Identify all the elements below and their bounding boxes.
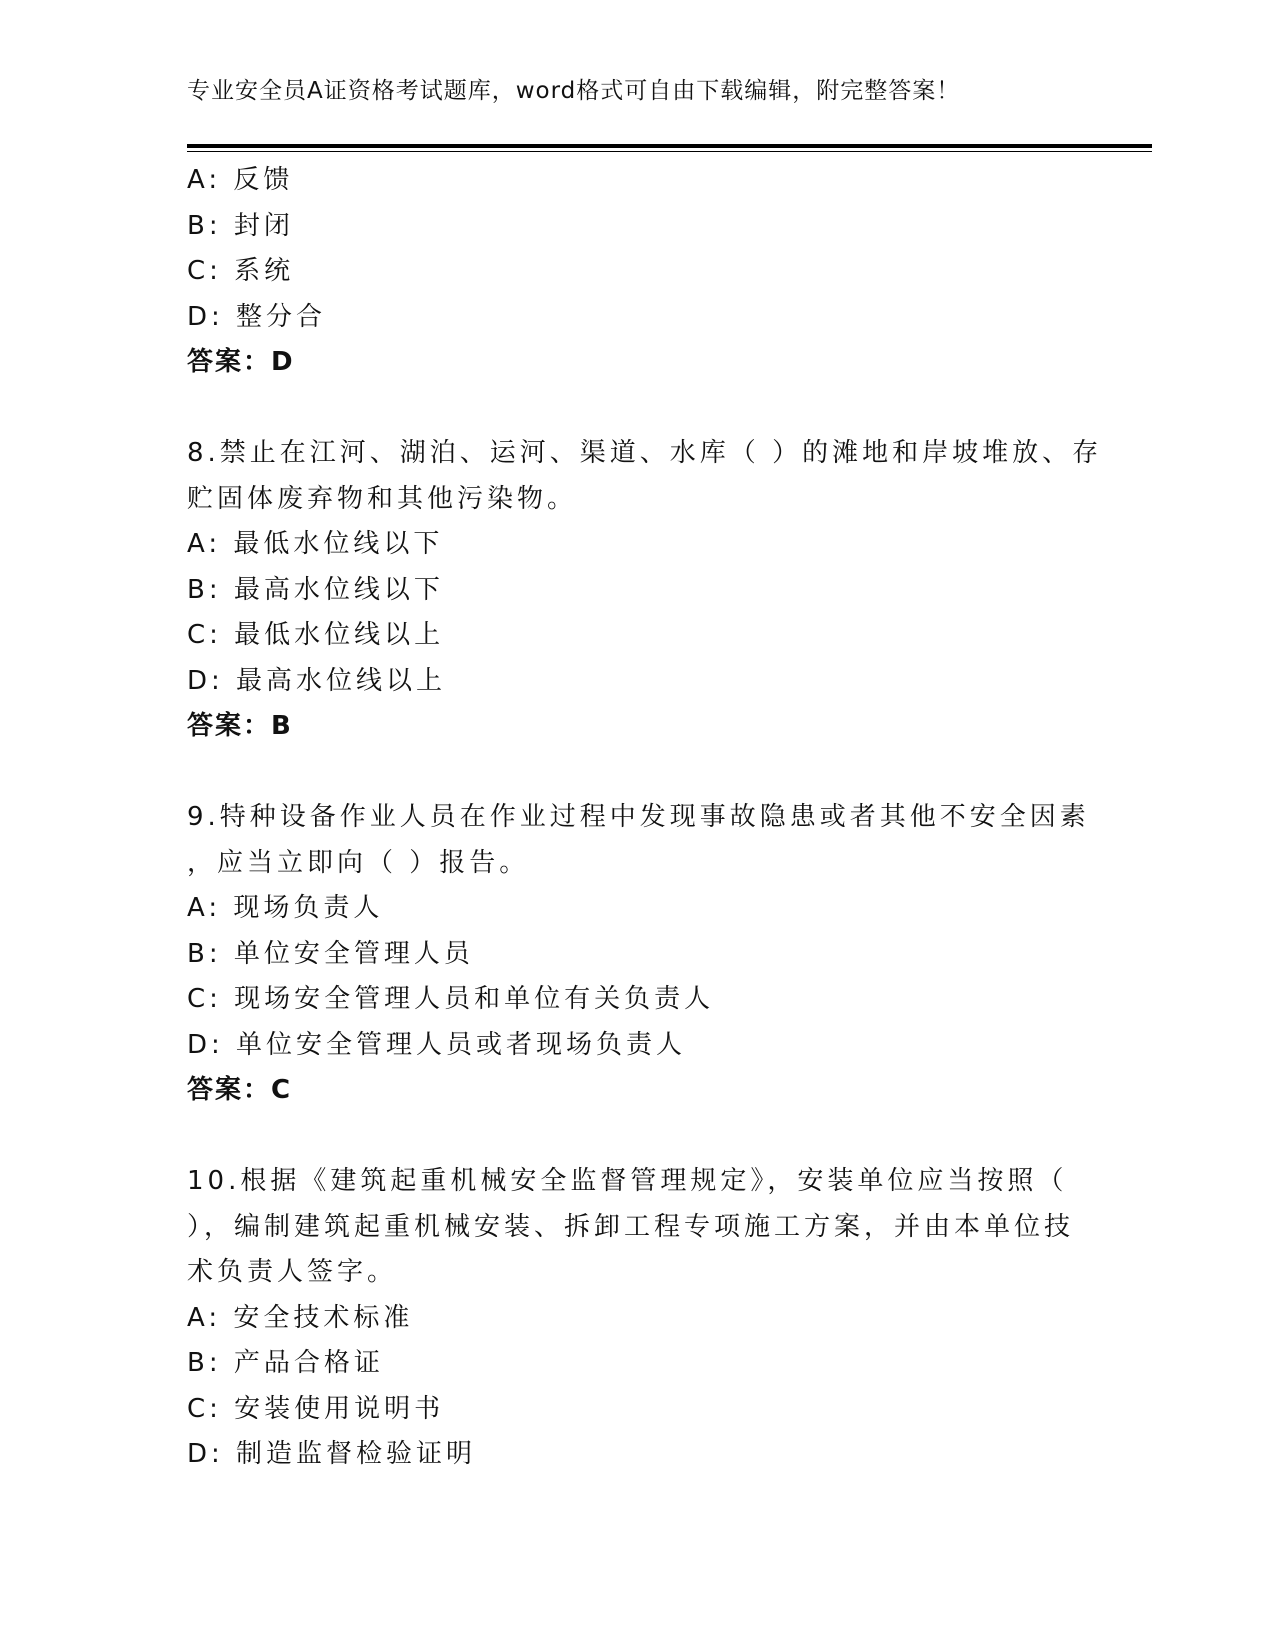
option-b: B: 产品合格证 bbox=[187, 1348, 384, 1378]
answer: 答案：B bbox=[187, 711, 293, 741]
option-d: D: 单位安全管理人员或者现场负责人 bbox=[187, 1029, 687, 1060]
spacer bbox=[187, 386, 1087, 432]
question-content bbox=[187, 158, 1103, 1478]
option-b: B: 单位安全管理人员 bbox=[187, 938, 474, 969]
option-d: D: 整分合 bbox=[187, 301, 327, 332]
question-stem-line: 10.根据《建筑起重机械安全监督管理规定》，安装单位应当按照（ bbox=[187, 1166, 1068, 1196]
option-c: C: 最低水位线以上 bbox=[187, 620, 445, 650]
option-b: B: 封闭 bbox=[187, 210, 294, 241]
spacer bbox=[187, 1114, 1087, 1160]
option-c: C: 系统 bbox=[187, 256, 295, 286]
option-d: D: 最高水位线以上 bbox=[187, 665, 447, 696]
question-9 bbox=[187, 795, 1090, 1114]
page-header: 专业安全员A证资格考试题库，word格式可自由下载编辑，附完整答案！ bbox=[187, 78, 961, 104]
question-10 bbox=[187, 1159, 1087, 1478]
option-a: A: 最低水位线以下 bbox=[187, 529, 444, 559]
question-stem-line: ），编制建筑起重机械安装、拆卸工程专项施工方案，并由本单位技 bbox=[187, 1211, 1075, 1242]
question-8 bbox=[187, 431, 1103, 750]
header-rule-thick bbox=[187, 144, 1152, 148]
question-stem-line: 术负责人签字。 bbox=[187, 1257, 398, 1287]
option-a: A: 反馈 bbox=[187, 165, 294, 195]
spacer bbox=[187, 750, 1087, 796]
question-stem-line: 8.禁止在江河、湖泊、运河、渠道、水库（ ）的滩地和岸坡堆放、存 bbox=[187, 438, 1103, 468]
option-a: A: 现场负责人 bbox=[187, 893, 384, 923]
question-stem-line: 9.特种设备作业人员在作业过程中发现事故隐患或者其他不安全因素 bbox=[187, 802, 1090, 832]
option-c: C: 现场安全管理人员和单位有关负责人 bbox=[187, 984, 715, 1014]
question-stem-line: ，应当立即向（ ）报告。 bbox=[187, 847, 530, 878]
option-b: B: 最高水位线以下 bbox=[187, 574, 444, 605]
answer: 答案：D bbox=[187, 347, 295, 377]
header-rule-thin bbox=[187, 151, 1152, 152]
option-c: C: 安装使用说明书 bbox=[187, 1393, 445, 1424]
answer: 答案：C bbox=[187, 1075, 293, 1105]
question-stem-line: 贮固体废弃物和其他污染物。 bbox=[187, 483, 578, 514]
option-d: D: 制造监督检验证明 bbox=[187, 1439, 477, 1469]
question-7 bbox=[187, 158, 1087, 386]
option-a: A: 安全技术标准 bbox=[187, 1302, 414, 1333]
